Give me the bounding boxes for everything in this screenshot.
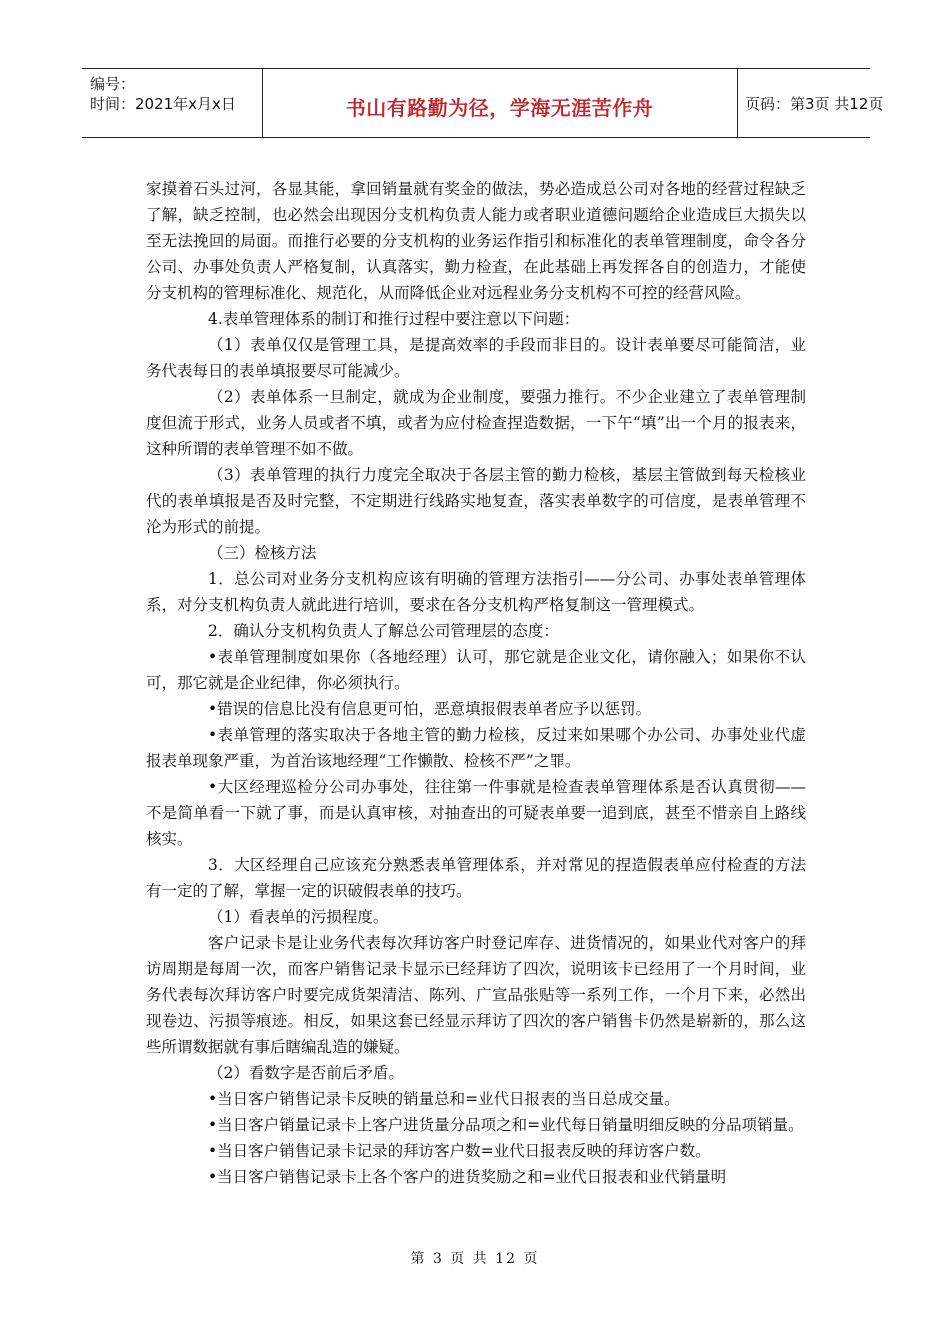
page-footer: 第 3 页 共 12 页 bbox=[410, 1251, 540, 1267]
bullet-item: •当日客户销量记录卡上客户进货量分品项之和=业代每日销量明细反映的分品项销量。 bbox=[208, 1116, 804, 1134]
body-paragraph: （2）表单体系一旦制定，就成为企业制度，要强力推行。不少企业建立了表单管理制度但流于形式，业务人员或者不填，或者为应付检查捏造数据，一下午“填”出一个月的报表来，这种所谓的表单管理不如不做。 bbox=[146, 388, 806, 458]
bullet-item: •当日客户销售记录卡记录的拜访客户数=业代日报表反映的拜访客户数。 bbox=[208, 1142, 711, 1160]
body-paragraph: 1．总公司对业务分支机构应该有明确的管理方法指引——分公司、办事处表单管理体系，对分支机构负责人就此进行培训，要求在各分支机构严格复制这一管理模式。 bbox=[146, 570, 806, 614]
section-heading: 2．确认分支机构负责人了解总公司管理层的态度： bbox=[208, 622, 559, 640]
header-page-cell bbox=[737, 69, 884, 137]
header-meta-cell bbox=[82, 69, 263, 137]
body-paragraph: （3）表单管理的执行力度完全取决于各层主管的勤力检核，基层主管做到每天检核业代的表单填报是否及时完整，不定期进行线路实地复查，落实表单数字的可信度，是表单管理不沦为形式的前提。 bbox=[146, 466, 806, 536]
bullet-item: •表单管理制度如果你（各地经理）认可，那它就是企业文化，请你融入；如果你不认可，那它就是企业纪律，你必须执行。 bbox=[146, 648, 806, 692]
body-paragraph: 客户记录卡是让业务代表每次拜访客户时登记库存、进货情况的，如果业代对客户的拜访周期是每周一次，而客户销售记录卡显示已经拜访了四次，说明该卡已经用了一个月时间，业务代表每次拜访客户时要完成货架清洁、陈列、广宣品张贴等一系列工作，一个月下来，必然出现卷边、污损等痕迹。相反，如果这套已经显示拜访了四次的客户销售卡仍然是崭新的，那么这些所谓数据就有事后瞎编乱造的嫌疑。 bbox=[146, 934, 806, 1056]
bullet-item: •表单管理的落实取决于各地主管的勤力检核，反过来如果哪个办公司、办事处业代虚报表单现象严重，为首治该地经理“工作懒散、检核不严”之罪。 bbox=[146, 726, 806, 770]
body-paragraph: 家摸着石头过河，各显其能，拿回销量就有奖金的做法，势必造成总公司对各地的经营过程缺乏了解，缺乏控制，也必然会出现因分支机构负责人能力或者职业道德问题给企业造成巨大损失以至无法挽回的局面。而推行必要的分支机构的业务运作指引和标准化的表单管理制度，命令各分公司、办事处负责人严格复制，认真落实，勤力检查，在此基础上再发挥各自的创造力，才能使分支机构的管理标准化、规范化，从而降低企业对远程业务分支机构不可控的经营风险。 bbox=[146, 180, 806, 302]
document-body bbox=[146, 176, 806, 1190]
document-date-label: 时间：2021年x月x日 bbox=[90, 95, 236, 113]
bullet-item: •错误的信息比没有信息更可怕，恶意填报假表单者应予以惩罚。 bbox=[208, 700, 652, 718]
bullet-item: •大区经理巡检分公司办事处，往往第一件事就是检查表单管理体系是否认真贯彻——不是简单看一下就了事，而是认真审核，对抽查出的可疑表单要一追到底，甚至不惜亲自上路线核实。 bbox=[146, 778, 806, 848]
bullet-item: •当日客户销售记录卡上各个客户的进货奖励之和=业代日报表和业代销量明 bbox=[208, 1168, 727, 1186]
section-heading: （三）检核方法 bbox=[208, 544, 317, 562]
header-motto: 书山有路勤为径，学海无涯苦作舟 bbox=[345, 96, 654, 120]
header-motto-cell bbox=[262, 69, 738, 137]
page-header bbox=[82, 68, 884, 138]
section-heading: 4.表单管理体系的制订和推行过程中要注意以下问题： bbox=[208, 310, 580, 328]
body-paragraph: （1）表单仅仅是管理工具，是提高效率的手段而非目的。设计表单要尽可能简洁，业务代表每日的表单填报要尽可能减少。 bbox=[146, 336, 806, 380]
body-paragraph: 3．大区经理自己应该充分熟悉表单管理体系，并对常见的捏造假表单应付检查的方法有一定的了解，掌握一定的识破假表单的技巧。 bbox=[146, 856, 806, 900]
section-heading: （1）看表单的污损程度。 bbox=[208, 908, 389, 926]
bullet-item: •当日客户销售记录卡反映的销量总和=业代日报表的当日总成交量。 bbox=[208, 1090, 680, 1108]
document-number-label: 编号： bbox=[90, 75, 136, 93]
header-page-code: 页码：第3页 共12页 bbox=[745, 95, 884, 113]
section-heading: （2）看数字是否前后矛盾。 bbox=[208, 1064, 404, 1082]
